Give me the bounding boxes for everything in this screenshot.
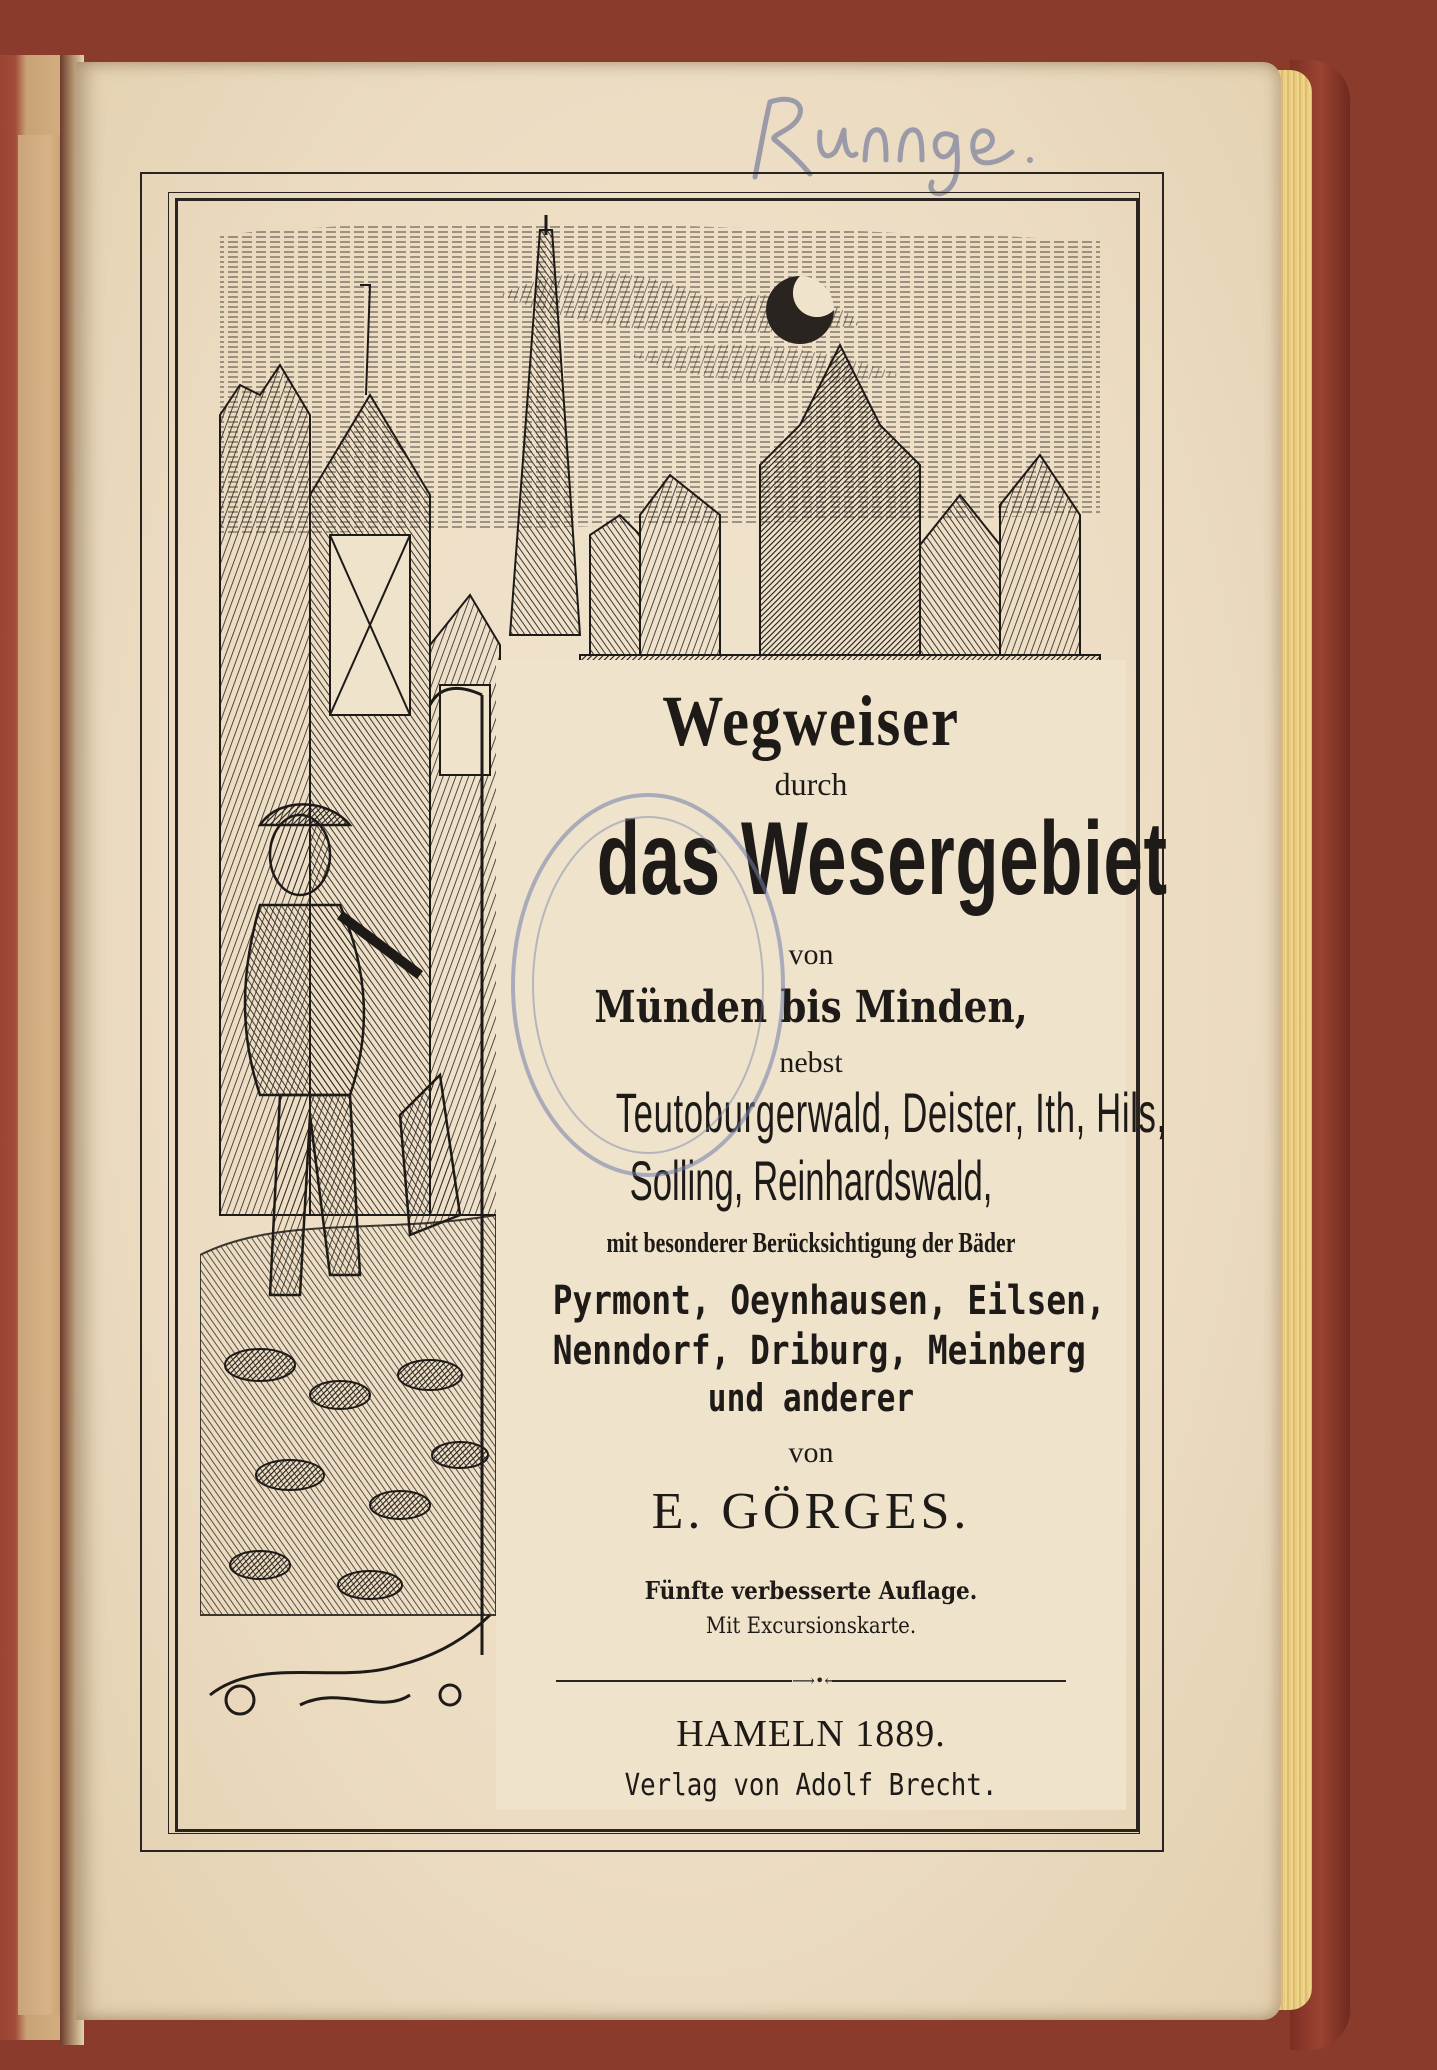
imprint-place-year: HAMELN 1889. <box>676 1713 946 1755</box>
imprint-publisher: Verlag von Adolf Brecht. <box>624 1768 998 1803</box>
title-regions-2: Solling, Reinhardswald, <box>629 1149 993 1212</box>
title-wegweiser: Wegweiser <box>662 681 960 761</box>
edition-statement: Fünfte verbesserte Auflage. <box>644 1576 978 1605</box>
title-wesergebiet: das Wesergebiet <box>596 801 1168 917</box>
author-name: E. GÖRGES. <box>651 1483 971 1540</box>
title-munden-minden: Münden bis Minden, <box>594 982 1028 1033</box>
pencil-dot <box>1027 157 1033 163</box>
rats-and-ground <box>200 1215 496 1615</box>
title-baeder-1: Pyrmont, Oeynhausen, Eilsen, <box>552 1278 1106 1324</box>
title-durch: durch <box>774 766 848 802</box>
title-nebst: nebst <box>779 1046 843 1079</box>
ornamental-flourish <box>210 1615 490 1714</box>
title-und-anderer: und anderer <box>707 1376 915 1420</box>
title-von: von <box>788 938 834 971</box>
title-baeder-intro: mit besonderer Berücksichtigung der Bäder <box>606 1228 1016 1259</box>
title-regions-1: Teutoburgerwald, Deister, Ith, Hils, <box>615 1081 1167 1144</box>
title-baeder-2: Nenndorf, Driburg, Meinberg <box>552 1328 1086 1374</box>
library-stamp <box>478 770 798 1200</box>
divider-ornament: ⟶•⟵ <box>792 1671 848 1690</box>
edition-map-note: Mit Excursionskarte. <box>705 1614 917 1639</box>
author-prefix: von <box>788 1436 834 1469</box>
